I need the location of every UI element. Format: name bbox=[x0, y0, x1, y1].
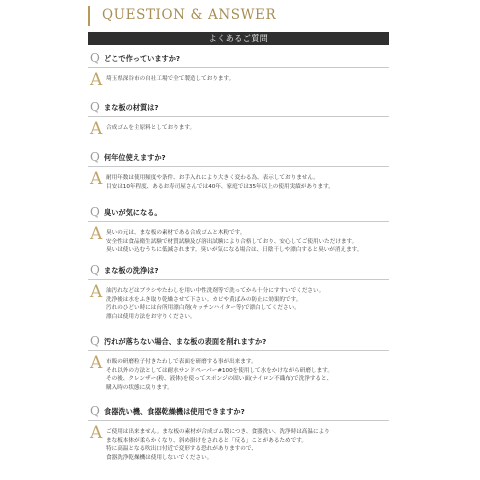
answer-line: 埼玉県深谷市の自社工場で全て製造しております。 bbox=[106, 76, 235, 82]
question-row bbox=[88, 206, 389, 222]
question-row bbox=[88, 101, 389, 117]
question-marker: Q bbox=[90, 150, 100, 164]
faq-banner: よくあるご質問 bbox=[88, 32, 389, 45]
answer-block bbox=[88, 70, 389, 90]
answer-line: 特に高温となる吹出口付近で変形する恐れがありますので、 bbox=[106, 446, 257, 453]
answer-line: 油汚れなどはブラシやたわしを用い中性洗剤等で洗ってから十分にすすいでください。 bbox=[106, 288, 325, 294]
question-text: 汚れが落ちない場合、まな板の表面を削れますか? bbox=[104, 337, 267, 346]
question-text: どこで作っていますか? bbox=[104, 54, 181, 63]
answer-line: 汚れのひどい時には台所用漂白剤(キッチンハイター等)で漂白してください。 bbox=[106, 305, 300, 312]
answer-block bbox=[88, 226, 389, 255]
answer-marker: A bbox=[90, 353, 103, 373]
answer-marker: A bbox=[90, 224, 103, 244]
faq-item bbox=[88, 335, 389, 392]
question-text: 食器洗い機、食器乾燥機は使用できますか? bbox=[104, 407, 245, 416]
answer-line: 安全性は食品衛生試験で材質試験及び溶出試験により合格しており、安心してご使用いただけます。 bbox=[106, 238, 358, 245]
question-row bbox=[88, 264, 389, 280]
faq-item bbox=[88, 100, 389, 139]
question-marker: Q bbox=[90, 205, 100, 219]
answer-marker: A bbox=[90, 70, 103, 90]
question-text: まな板の洗浄は? bbox=[104, 266, 159, 275]
answer-line: その後、クレンザー(粉、液体)を使ってスポンジの固い面(ナイロン不織布)で洗浄すると、 bbox=[106, 376, 333, 383]
page-header bbox=[88, 5, 388, 27]
answer-block bbox=[88, 284, 389, 321]
answer-line: 購入時の状態に戻ります。 bbox=[106, 384, 173, 391]
question-text: 何年位使えますか? bbox=[104, 153, 166, 162]
header-accent-bar bbox=[88, 6, 90, 26]
faq-item bbox=[88, 264, 389, 321]
answer-line: 臭いは使い込むうちに低減されます。臭いが気になる場合は、日陰干しや漂白すると臭いが消えます。 bbox=[106, 247, 363, 254]
answer-block bbox=[88, 119, 389, 139]
answer-block bbox=[88, 355, 389, 392]
question-marker: Q bbox=[90, 51, 100, 65]
answer-line: ご使用は出来ません。まな板の素材が合成ゴム製につき、食器洗い、洗浄時は高温により bbox=[106, 429, 330, 435]
page-title: QUESTION & ANSWER bbox=[102, 7, 277, 23]
answer-marker: A bbox=[90, 282, 103, 302]
answer-line: 目安は10年程度、あるお寿司屋さんでは40年、家庭では35年以上の使用実績があります。 bbox=[106, 183, 334, 190]
faq-item bbox=[88, 51, 389, 90]
question-marker: Q bbox=[90, 334, 100, 348]
question-row bbox=[88, 405, 389, 421]
question-marker: Q bbox=[90, 404, 100, 418]
answer-marker: A bbox=[90, 423, 103, 443]
faq-item bbox=[88, 206, 389, 255]
answer-line: それ以外の方法としては耐水サンドペーパー#100を使用して水をかけながら研磨します。 bbox=[106, 367, 333, 374]
question-marker: Q bbox=[90, 100, 100, 114]
faq-item bbox=[88, 405, 389, 462]
answer-marker: A bbox=[90, 119, 103, 139]
question-row bbox=[88, 52, 389, 68]
answer-line: 市販の研磨粒子付きたわしで表面を研磨する事が出来ます。 bbox=[106, 359, 257, 365]
answer-block bbox=[88, 425, 389, 462]
answer-block bbox=[88, 171, 389, 191]
answer-line: 耐用年数は使用頻度や条件、お手入れにより大きく変わる為、表示しておりません。 bbox=[106, 175, 319, 181]
question-text: 臭いが気になる。 bbox=[104, 208, 162, 217]
question-marker: Q bbox=[90, 263, 100, 277]
answer-line: 臭いの元は、まな板の素材である合成ゴムと木粉です。 bbox=[106, 230, 246, 236]
question-text: まな板の材質は? bbox=[104, 103, 159, 112]
answer-line: 食器洗浄乾燥機は使用しないでください。 bbox=[106, 454, 213, 461]
answer-line: まな板本体が柔らかくなり、斜め掛けをされると「反る」ことがあるためです。 bbox=[106, 437, 307, 444]
answer-line: 漂白は使用方法をお守りください。 bbox=[106, 313, 196, 320]
faq-item bbox=[88, 151, 389, 191]
answer-marker: A bbox=[90, 169, 103, 189]
question-row bbox=[88, 151, 389, 167]
answer-line: 洗浄後は水をふき取り乾燥させて下さい。カビや黄ばみの防止に効果的です。 bbox=[106, 296, 302, 303]
question-row bbox=[88, 335, 389, 351]
answer-line: 合成ゴムを主原料としております。 bbox=[106, 125, 196, 131]
